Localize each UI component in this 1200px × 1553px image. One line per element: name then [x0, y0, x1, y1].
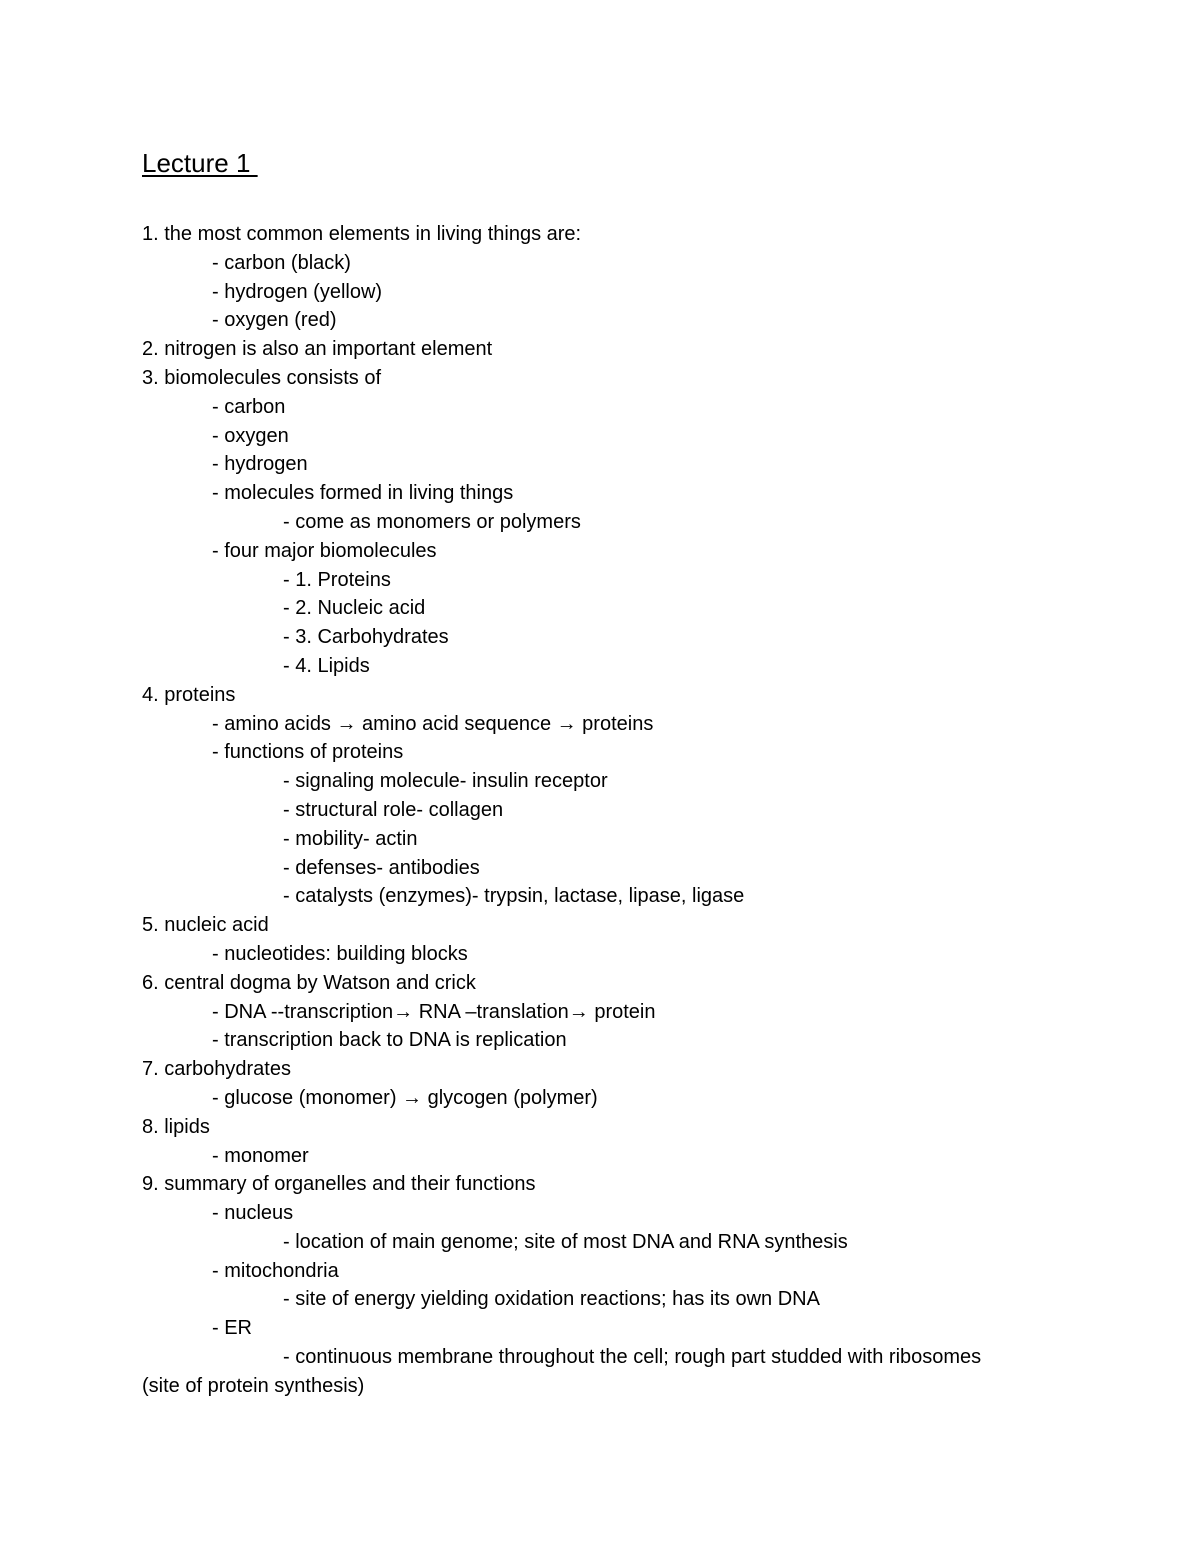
note-subitem: - amino acids → amino acid sequence → proteins [212, 712, 654, 735]
note-item: 5. nucleic acid [142, 914, 269, 937]
note-subsubitem: - catalysts (enzymes)- trypsin, lactase, lipase, ligase [283, 885, 745, 908]
note-subsubitem: - continuous membrane throughout the cell; rough part studded with ribosomes [283, 1346, 982, 1369]
note-subitem: - nucleus [212, 1202, 294, 1225]
note-subitem: - nucleotides: building blocks [212, 942, 468, 965]
note-item: 8. lipids [142, 1115, 210, 1138]
note-subitem: - ER [212, 1317, 252, 1340]
note-subsubitem: - mobility- actin [283, 827, 418, 850]
note-subitem: - oxygen [212, 424, 289, 447]
note-subitem: - hydrogen [212, 453, 308, 476]
note-subsubitem: - structural role- collagen [283, 798, 504, 821]
note-item: (site of protein synthesis) [142, 1374, 365, 1397]
note-item: 3. biomolecules consists of [142, 366, 382, 389]
note-subsubitem: - 4. Lipids [283, 654, 370, 677]
note-subsubitem: - come as monomers or polymers [283, 510, 581, 533]
note-subitem: - glucose (monomer) → glycogen (polymer) [212, 1086, 598, 1109]
note-item: 1. the most common elements in living things are: [142, 223, 582, 245]
note-item: 9. summary of organelles and their functions [142, 1173, 536, 1196]
note-subitem: - hydrogen (yellow) [212, 280, 383, 303]
notes-body [142, 220, 1182, 1401]
note-subsubitem: - location of main genome; site of most DNA and RNA synthesis [283, 1230, 848, 1253]
note-subsubitem: - 2. Nucleic acid [283, 597, 426, 620]
note-subitem: - functions of proteins [212, 741, 404, 764]
page-title: Lecture 1 [142, 148, 258, 178]
note-subitem: - monomer [212, 1144, 309, 1167]
note-subitem: - mitochondria [212, 1259, 339, 1282]
note-subitem: - transcription back to DNA is replication [212, 1029, 567, 1052]
note-item: 2. nitrogen is also an important element [142, 338, 493, 361]
note-subitem: - carbon [212, 395, 286, 418]
note-subitem: - oxygen (red) [212, 309, 337, 332]
note-subitem: - carbon (black) [212, 251, 351, 274]
note-subsubitem: - defenses- antibodies [283, 856, 480, 879]
note-subsubitem: - 1. Proteins [283, 568, 391, 591]
note-item: 7. carbohydrates [142, 1058, 291, 1081]
note-subsubitem: - site of energy yielding oxidation reactions; has its own DNA [283, 1288, 820, 1311]
note-item: 6. central dogma by Watson and crick [142, 971, 476, 994]
note-item: 4. proteins [142, 683, 236, 706]
note-subsubitem: - signaling molecule- insulin receptor [283, 770, 608, 793]
note-subsubitem: - 3. Carbohydrates [283, 626, 449, 649]
note-subitem: - four major biomolecules [212, 539, 437, 562]
note-subitem: - DNA --transcription→ RNA –translation→ protein [212, 1000, 656, 1023]
note-subitem: - molecules formed in living things [212, 482, 514, 505]
